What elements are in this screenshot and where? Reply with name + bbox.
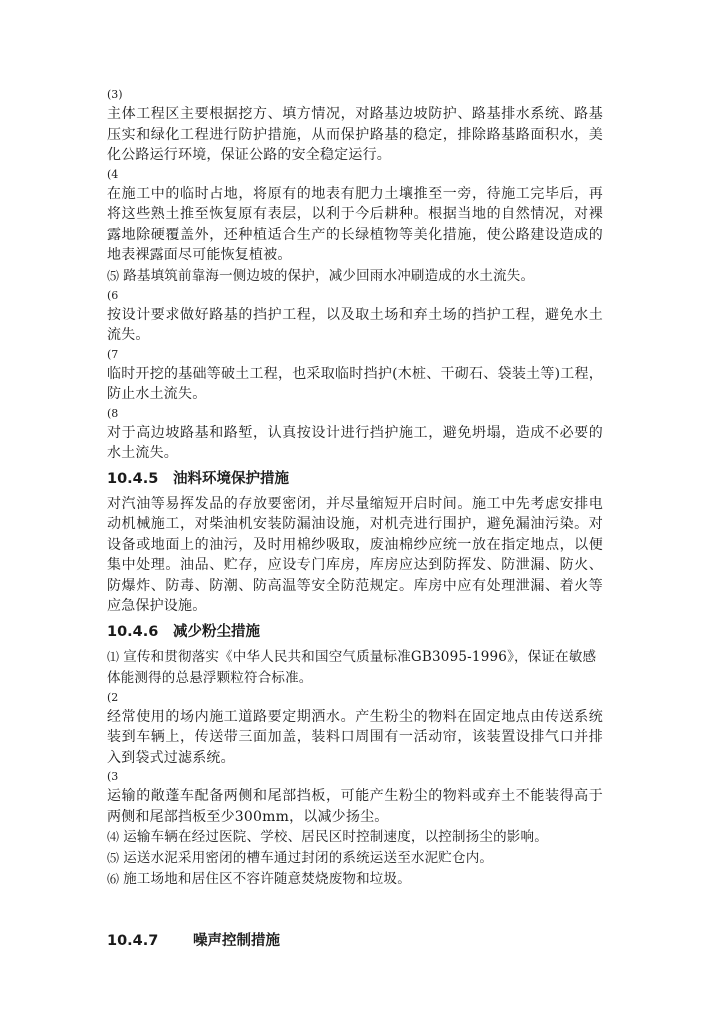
item-5 bbox=[107, 266, 603, 287]
section-title: 减少粉尘措施 bbox=[173, 622, 260, 640]
section-heading-10-4-6 bbox=[107, 621, 603, 643]
dust-item-6 bbox=[107, 869, 603, 890]
dust-item-4-text: 运输车辆在经过医院、学校、居民区时控制速度，以控制扬尘的影响。 bbox=[123, 829, 548, 845]
dust-number-5: ⑸ bbox=[107, 851, 120, 865]
paragraph-retaining-works: 按设计要求做好路基的挡护工程，以及取土场和弃土场的挡护工程，避免水土流失。 bbox=[107, 306, 603, 343]
item-number-3: (3) bbox=[107, 88, 123, 101]
item-5-text: 路基填筑前靠海一侧边坡的保护，减少回雨水冲刷造成的水土流失。 bbox=[123, 267, 535, 284]
paragraph-temporary-land: 在施工中的临时占地，将原有的地表有肥力土壤推至一旁，待施工完毕后，再将这些熟土推至恢复原有表层，以利于今后耕种。根据当地的自然情况，对裸露地除硬覆盖外，还种植适合生产的长绿植物等美化措施，使公路建设造成的地表裸露面尽可能恢复植被。 bbox=[107, 185, 603, 263]
dust-item-6-text: 施工场地和居住区不容许随意焚烧废物和垃圾。 bbox=[123, 871, 411, 887]
paragraph-temporary-excavation: 临时开挖的基础等破土工程，也采取临时挡护(木桩、干砌石、袋装土等)工程，防止水土流失。 bbox=[107, 365, 603, 402]
dust-item-4 bbox=[107, 827, 603, 848]
item-number-7: (7 bbox=[107, 347, 119, 361]
paragraph-high-slope: 对于高边坡路基和路堑，认真按设计进行挡护施工，避免坍塌，造成不必要的水土流失。 bbox=[107, 424, 603, 461]
document-page bbox=[107, 86, 603, 956]
section-number: 10.4.6 bbox=[107, 623, 159, 640]
dust-number-6: ⑹ bbox=[107, 872, 120, 886]
section-heading-10-4-5 bbox=[107, 468, 603, 490]
dust-number-1: ⑴ bbox=[107, 649, 120, 664]
spacer bbox=[107, 890, 603, 926]
item-number-8: (8 bbox=[107, 406, 119, 420]
paragraph-oil-protection: 对汽油等易挥发品的存放要密闭，并尽量缩短开启时间。施工中先考虑安排电动机械施工，对柴油机安装防漏油设施，对机壳进行围护，避免漏油污染。对设备或地面上的油污，及时用棉纱吸取，废油棉纱应统一放在指定地点，以便集中处理。油品、贮存，应设专门库房，库房应达到防挥发、防泄漏、防火、防爆炸、防毒、防潮、防高温等安全防范规定。库房中应有处理泄漏、着火等应急保护设施。 bbox=[107, 495, 603, 614]
section-heading-10-4-7 bbox=[107, 930, 603, 952]
dust-item-1-text: 宣传和贯彻落实《中华人民共和国空气质量标准GB3095-1996》，保证在敏感体能测得的总悬浮颗粒符合标准。 bbox=[107, 648, 597, 686]
section-number: 10.4.7 bbox=[107, 933, 159, 949]
item-number-4: (4 bbox=[107, 167, 119, 181]
paragraph-main-works: 主体工程区主要根据挖方、填方情况，对路基边坡防护、路基排水系统、路基压实和绿化工程进行防护措施，从而保护路基的稳定，排除路基路面积水，美化公路运行环境，保证公路的安全稳定运行。 bbox=[107, 106, 603, 163]
dust-number-3: (3 bbox=[107, 770, 119, 783]
dust-item-1 bbox=[107, 647, 603, 689]
paragraph-dust-road: 经常使用的场内施工道路要定期洒水。产生粉尘的物料在固定地点由传送系统装到车辆上，传送带三面加盖，装料口周围有一活动帘，该装置设排气口并排入到袋式过滤系统。 bbox=[107, 708, 603, 766]
section-title: 油料环境保护措施 bbox=[173, 469, 289, 487]
dust-item-5 bbox=[107, 848, 603, 869]
paragraph-dust-truck: 运输的敞蓬车配备两侧和尾部挡板，可能产生粉尘的物料或弃土不能装得高于两侧和尾部挡板至少300mm，以减少扬尘。 bbox=[107, 788, 603, 825]
item-number-6: (6 bbox=[107, 288, 119, 302]
item-number-5: ⑸ bbox=[107, 268, 120, 283]
section-number: 10.4.5 bbox=[107, 470, 159, 487]
section-title: 噪声控制措施 bbox=[193, 932, 280, 949]
dust-number-4: ⑷ bbox=[107, 830, 120, 844]
dust-number-2: (2 bbox=[107, 690, 119, 704]
dust-item-5-text: 运送水泥采用密闭的槽车通过封闭的系统运送至水泥贮仓内。 bbox=[123, 850, 494, 866]
